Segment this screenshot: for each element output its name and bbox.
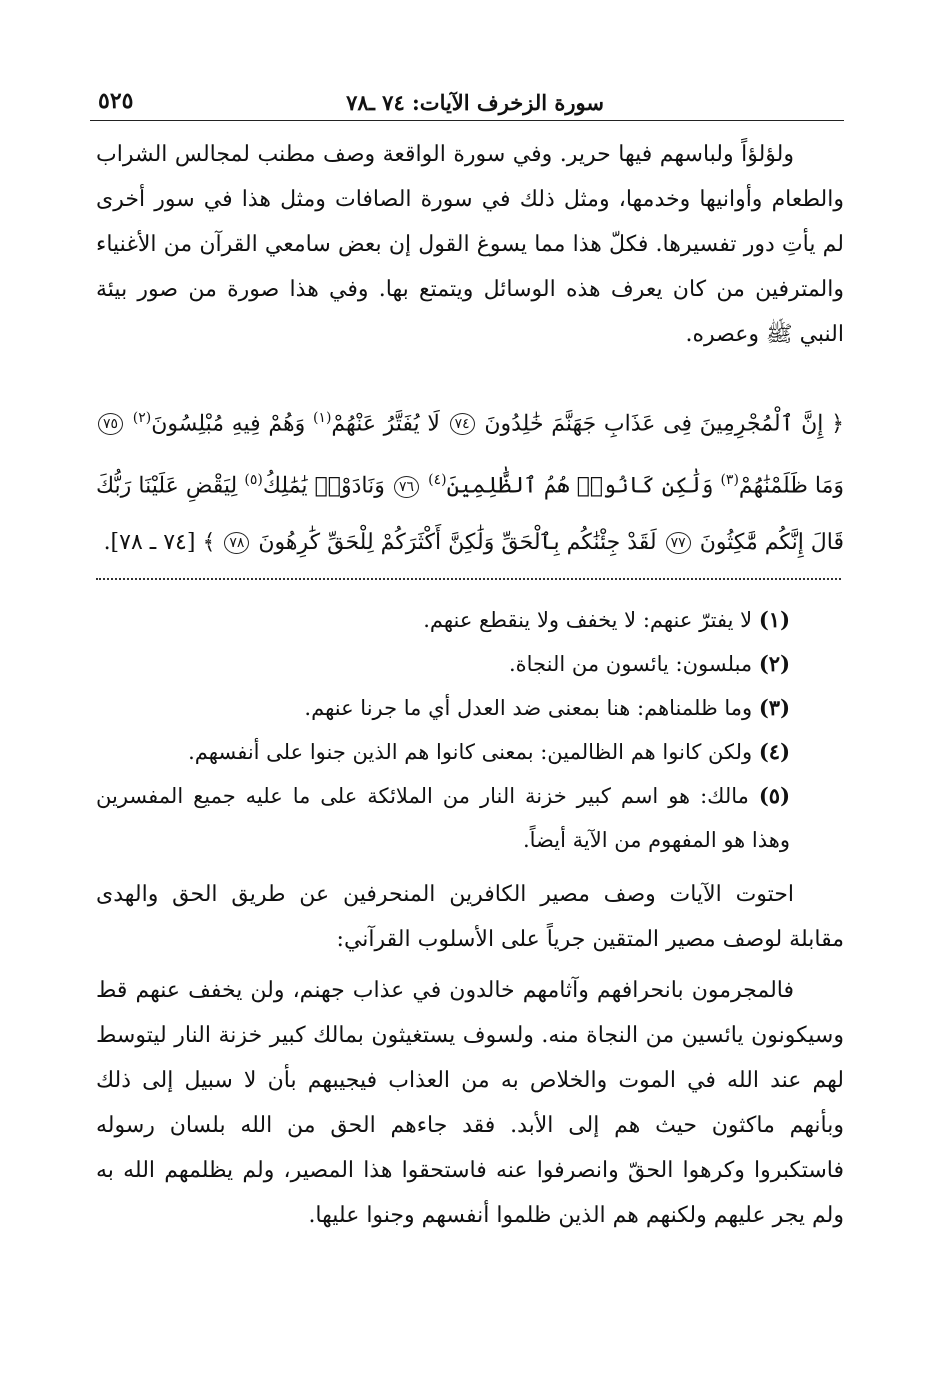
ayah-number-74: ٧٤ <box>450 413 475 435</box>
footnote-number: (١) <box>758 607 790 632</box>
verse-text-4: وَمَا ظَلَمْنَٰهُمْ <box>738 473 845 499</box>
footnote-item <box>96 686 844 730</box>
verse-text-6: وَنَادَوْا۟ يَٰمَٰلِكُ <box>262 473 385 499</box>
footnote-text: وما ظلمناهم: هنا بمعنى ضد العدل أي ما جرنا عنهم. <box>304 696 753 720</box>
footnote-item <box>96 642 844 686</box>
page-number: ٥٢٥ <box>98 88 134 114</box>
ayah-number-76: ٧٦ <box>394 476 419 498</box>
ayah-number-77: ٧٧ <box>666 532 691 554</box>
footnote-text: لا يفترّ عنهم: لا يخفف ولا ينقطع عنهم. <box>423 608 753 632</box>
ayah-number-75: ٧٥ <box>98 413 123 435</box>
footnote-ref-3: (٣) <box>720 472 739 489</box>
footnote-ref-5: (٥) <box>244 472 263 489</box>
footnote-item <box>96 730 844 774</box>
footnote-ref-1: (١) <box>312 410 332 426</box>
footnote-item <box>96 598 844 642</box>
intro-paragraph: ولؤلؤاً ولباسهم فيها حرير. وفي سورة الواقعة وصف مطنب لمجالس الشراب والطعام وأوانيها وخدمها، ومثل ذلك في سورة الصافات ومثل هذا في سور أخرى لم يأتِ دور تفسيرها. فكلّ هذا مما يسوغ القول إن بعض سامعي القرآن من الأغنياء والمترفين من كان يعرف هذه الوسائل ويتمتع بها. وفي هذا صورة من صور بيئة النبي ﷺ وعصره. <box>96 142 844 347</box>
footnote-ref-2: (٢) <box>132 410 152 426</box>
ayah-number-78: ٧٨ <box>224 532 249 554</box>
verse-text-7: لِيَقْضِ عَلَيْنَا رَبُّكَ قَالَ إِنَّكُم مَّٰكِثُونَ <box>96 473 844 555</box>
commentary-paragraph-1: احتوت الآيات وصف مصير الكافرين المنحرفين عن طريق الحق والهدى مقابلة لوصف مصير المتقين جرياً على الأسلوب القرآني: <box>96 882 844 952</box>
footnote-text: مالك: هو اسم كبير خزنة النار من الملائكة على ما عليه جميع المفسرين وهذا هو المفهوم من الآية أيضاً. <box>96 784 790 852</box>
footnote-item <box>96 774 844 862</box>
footnote-number: (٥) <box>758 783 790 808</box>
footnote-number: (٤) <box>758 739 790 764</box>
footnote-number: (٣) <box>758 695 790 720</box>
footnote-text: ولكن كانوا هم الظالمين: بمعنى كانوا هم الذين جنوا على أنفسهم. <box>188 740 753 764</box>
running-title: سورة الزخرف الآيات: ٧٤ ـ٧٨ <box>346 90 604 115</box>
footnote-number: (٢) <box>758 651 790 676</box>
verse-text-3: وَهُمْ فِيهِ مُبْلِسُونَ <box>151 411 306 437</box>
footnotes-list <box>96 598 844 862</box>
footnote-text: مبلسون: يائسون من النجاة. <box>508 652 753 676</box>
verse-open-bracket: ﴿ <box>831 411 844 437</box>
verse-reference: [٧٤ ـ ٧٨]. <box>103 529 196 555</box>
verse-text-5: وَلَٰكِن كَانُوا۟ هُمُ ٱلظَّٰلِمِينَ <box>446 473 714 499</box>
verse-text-1: إِنَّ ٱلْمُجْرِمِينَ فِى عَذَابِ جَهَنَّمَ خَٰلِدُونَ <box>484 411 824 437</box>
quran-verse-block <box>96 390 844 571</box>
verse-text-8: لَقَدْ جِئْنَٰكُم بِٱلْحَقِّ وَلَٰكِنَّ أَكْثَرَكُمْ لِلْحَقِّ كَٰرِهُونَ <box>258 529 657 555</box>
page-header <box>90 86 844 121</box>
footnote-separator <box>96 568 841 580</box>
commentary-paragraph-2: فالمجرمون بانحرافهم وآثامهم خالدون في عذاب جهنم، ولن يخفف عنهم قط وسيكونون يائسين من النجاة منه. ولسوف يستغيثون بمالك كبير خزنة النار ليتوسط لهم عند الله في الموت والخلاص به من العذاب فيجيبهم بأن لا سبيل إلى ذلك وبأنهم ماكثون حيث هم إلى الأبد. فقد جاءهم الحق من الله بلسان رسوله فاستكبروا وكرهوا الحقّ وانصرفوا عنه فاستحقوا هذا المصير، ولم يظلمهم الله به ولم يجر عليهم ولكنهم هم الذين ظلموا أنفسهم وجنوا عليها. <box>96 978 844 1228</box>
verse-close-bracket: ﴾ <box>202 529 216 555</box>
verse-text-2: لَا يُفَتَّرُ عَنْهُمْ <box>331 411 440 437</box>
footnote-ref-4: (٤) <box>428 472 447 489</box>
